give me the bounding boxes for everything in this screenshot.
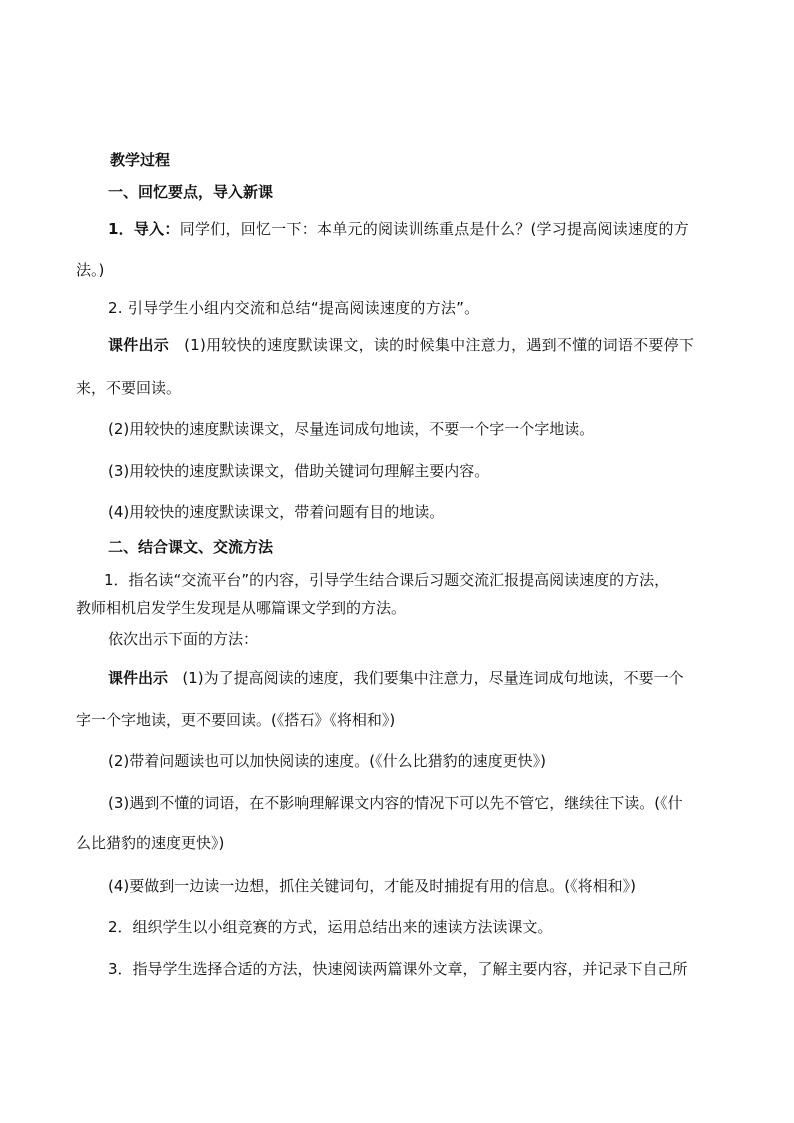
section-2-kejian-3: (3)遇到不懂的词语，在不影响理解课文内容的情况下可以先不管它，继续往下读。(《什 <box>108 794 683 812</box>
section-2-item-2: 2．组织学生以小组竞赛的方式，运用总结出来的速读方法读课文。 <box>108 918 553 936</box>
kejian-label: 课件出示 <box>108 669 169 687</box>
section-1-item-1 <box>108 219 689 239</box>
section-1-kejian-3: (3)用较快的速度默读课文，借助关键词句理解主要内容。 <box>108 462 490 480</box>
section-2-item-3: 3．指导学生选择合适的方法，快速阅读两篇课外文章，了解主要内容，并记录下自己所 <box>108 960 688 978</box>
section-1-title: 一、回忆要点，导入新课 <box>108 183 274 201</box>
kejian-label: 课件出示 <box>108 336 170 354</box>
section-2-kejian-1 <box>108 668 684 688</box>
section-2-item-1-continuation: 教师相机启发学生发现是从哪篇课文学到的方法。 <box>76 599 407 617</box>
section-1-kejian-2: (2)用较快的速度默读课文，尽量连词成句地读，不要一个字一个字地读。 <box>108 420 595 438</box>
section-2-item-1-next: 依次出示下面的方法： <box>108 630 259 648</box>
section-2-title: 二、结合课文、交流方法 <box>108 538 274 556</box>
section-1-kejian-1-continuation: 来，不要回读。 <box>76 379 182 397</box>
section-1-kejian-1 <box>108 335 694 355</box>
item-1-text: 同学们，回忆一下：本单元的阅读训练重点是什么？(学习提高阅读速度的方 <box>179 220 690 238</box>
heading-teaching-process: 教学过程 <box>110 151 171 169</box>
section-1-kejian-4: (4)用较快的速度默读课文，带着问题有目的地读。 <box>108 503 445 521</box>
section-2-kejian-1-continuation: 字一个字地读，更不要回读。(《搭石》《将相和》) <box>76 711 396 729</box>
section-2-kejian-4: (4)要做到一边读一边想，抓住关键词句，才能及时捕捉有用的信息。(《将相和》) <box>108 877 636 895</box>
section-2-kejian-3-continuation: 么比猎豹的速度更快》) <box>76 834 225 852</box>
section-2-item-1: 1．指名读“交流平台”的内容，引导学生结合课后习题交流汇报提高阅读速度的方法， <box>104 571 670 589</box>
section-1-item-1-continuation: 法。) <box>76 261 105 279</box>
section-1-item-2: 2. 引导学生小组内交流和总结“提高阅读速度的方法”。 <box>108 299 480 317</box>
kejian-1-text: (1)为了提高阅读的速度，我们要集中注意力，尽量连词成句地读，不要一个 <box>182 669 684 687</box>
kejian-1-text: (1)用较快的速度默读课文，读的时候集中注意力，遇到不懂的词语不要停下 <box>184 336 695 354</box>
item-1-lead: 1．导入： <box>108 220 180 238</box>
section-2-kejian-2: (2)带着问题读也可以加快阅读的速度。(《什么比猎豹的速度更快》) <box>108 752 546 770</box>
